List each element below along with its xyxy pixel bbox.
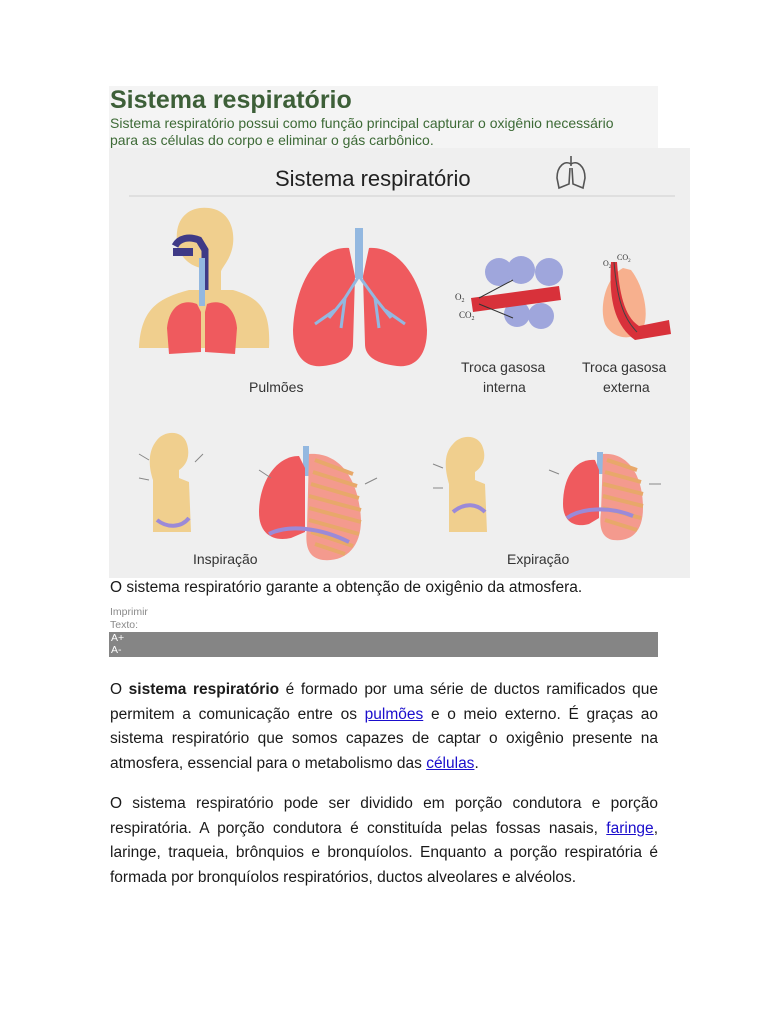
font-size-toolbar bbox=[109, 632, 658, 657]
text-size-label: Texto: bbox=[110, 619, 139, 631]
link-faringe[interactable]: faringe bbox=[606, 819, 654, 837]
label-lungs: Pulmões bbox=[249, 379, 304, 395]
label-external-2: externa bbox=[603, 379, 650, 395]
label-o2-external: $O_2$ bbox=[603, 259, 612, 270]
link-pulmoes[interactable]: pulmões bbox=[364, 705, 424, 723]
label-co2-internal: $CO_2$ bbox=[459, 310, 475, 322]
label-expiration: Expiração bbox=[507, 551, 570, 567]
expiration-diagram bbox=[433, 437, 661, 540]
article-body bbox=[110, 678, 658, 906]
label-inspiration: Inspiração bbox=[193, 551, 258, 567]
page-subtitle: Sistema respiratório possui como função principal capturar o oxigênio necessário para as células do corpo e eliminar o gás carbônico. bbox=[110, 115, 614, 148]
external-exchange-diagram bbox=[603, 262, 671, 340]
bold-term: sistema respiratório bbox=[128, 681, 280, 698]
lungs-diagram bbox=[293, 228, 427, 366]
label-internal-2: interna bbox=[483, 379, 526, 395]
inspiration-diagram bbox=[139, 433, 377, 560]
figure-caption: O sistema respiratório garante a obtenção de oxigênio da atmosfera. bbox=[110, 578, 640, 598]
internal-exchange-diagram bbox=[471, 256, 563, 329]
label-o2-internal: $O_2$ bbox=[455, 292, 465, 304]
print-link[interactable]: Imprimir bbox=[110, 606, 148, 618]
label-internal-1: Troca gasosa bbox=[461, 359, 546, 375]
page-title: Sistema respiratório bbox=[110, 86, 352, 114]
paragraph-2: O sistema respiratório pode ser dividido em porção condutora e porção respiratória. A porção condutora é constituída pelas fossas nasais, faringe, laringe, traqueia, brônquios e bronquíolos. Enquanto a porção respiratória é formada por bronquíolos respiratórios, ductos alveolares e alvéolos. bbox=[110, 795, 658, 886]
decrease-font-button[interactable]: A- bbox=[111, 644, 122, 656]
figure-heading: Sistema respiratório bbox=[275, 166, 471, 191]
label-external-1: Troca gasosa bbox=[582, 359, 667, 375]
lungs-icon bbox=[557, 156, 585, 188]
link-celulas[interactable]: células bbox=[426, 754, 475, 772]
paragraph-1: O sistema respiratório é formado por uma série de ductos ramificados que permitem a comunicação entre os pulmões e o meio externo. É graças ao sistema respiratório que somos capazes de captar o oxigênio presente na atmosfera, essencial para o metabolismo das células. bbox=[110, 681, 658, 772]
torso-figure bbox=[139, 208, 269, 354]
label-co2-external: $CO_2$ bbox=[617, 253, 631, 264]
increase-font-button[interactable]: A+ bbox=[111, 632, 125, 644]
respiratory-system-illustration bbox=[109, 148, 690, 578]
